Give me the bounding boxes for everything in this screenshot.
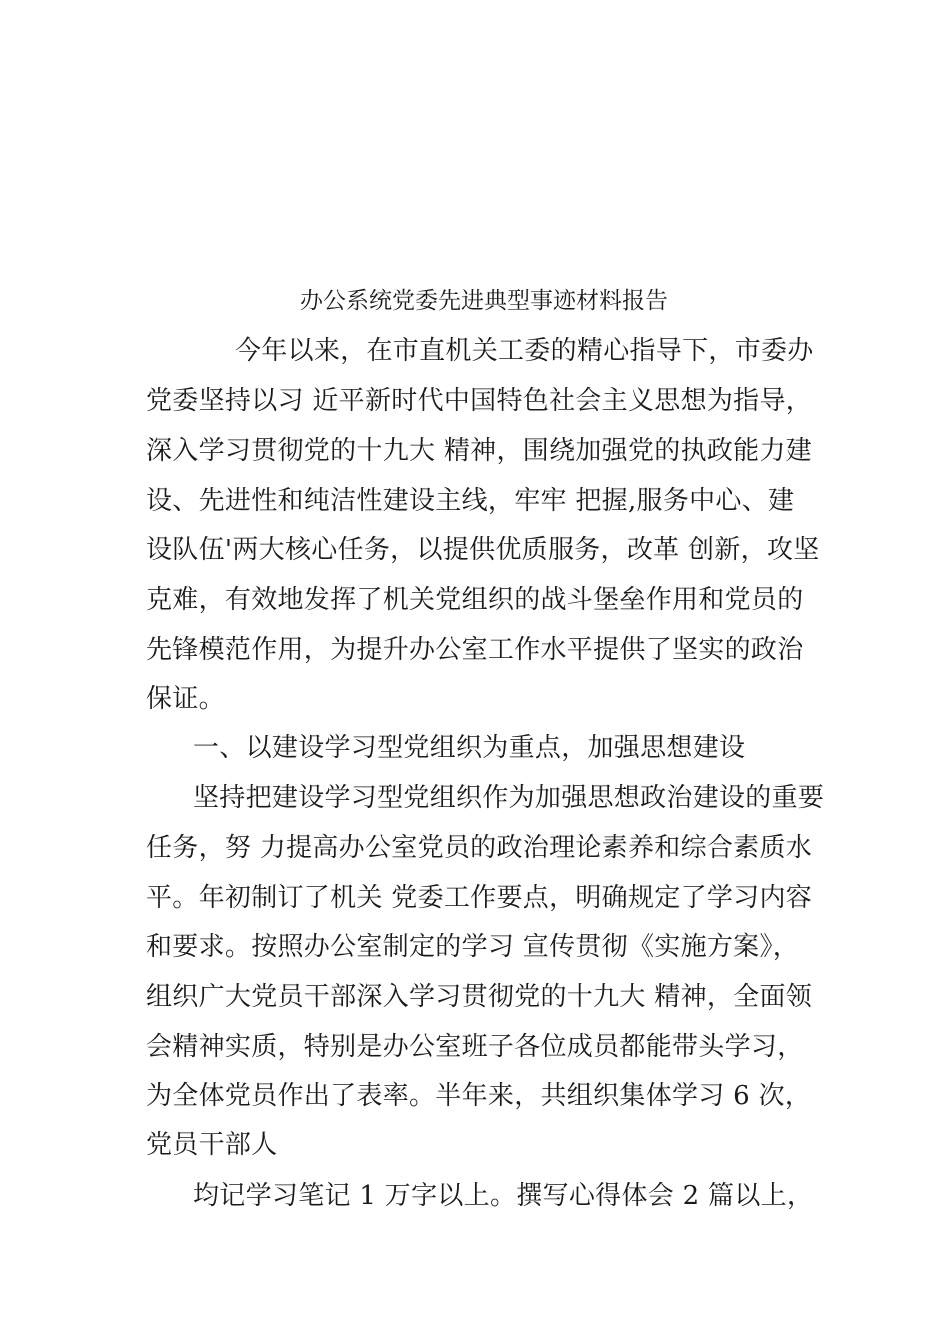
paragraph-line: 保证。 (146, 684, 225, 714)
paragraph-line: 党委坚持以习 近平新时代中国特色社会主义思想为指导， (146, 386, 813, 416)
paragraph-line: 坚持把建设学习型党组织作为加强思想政治建设的重要 (193, 783, 825, 813)
paragraph-line: 先锋模范作用，为提升办公室工作水平提供了坚实的政治 (146, 635, 804, 665)
paragraph-line: 党员干部人 (146, 1130, 278, 1160)
paragraph-line: 会精神实质，特别是办公室班子各位成员都能带头学习， (146, 1032, 804, 1062)
paragraph-line: 今年以来，在市直机关工委的精心指导下，市委办 (235, 336, 814, 366)
paragraph-line: 任务，努 力提高办公室党员的政治理论素养和综合素质水 (146, 833, 813, 863)
paragraph-line: 深入学习贯彻党的十九大 精神，围绕加强党的执政能力建 (146, 436, 813, 466)
paragraph-line: 克难，有效地发挥了机关党组织的战斗堡垒作用和党员的 (146, 585, 804, 615)
paragraph-line: 为全体党员作出了表率。半年来，共组织集体学习 6 次， (146, 1081, 812, 1111)
section-heading: 一、以建设学习型党组织为重点，加强思想建设 (193, 733, 746, 763)
paragraph-line: 平。年初制订了机关 党委工作要点，明确规定了学习内容 (146, 883, 813, 913)
paragraph-line: 均记学习笔记 1 万字以上。撰写心得体会 2 篇以上， (193, 1181, 814, 1211)
paragraph-line: 组织广大党员干部深入学习贯彻党的十九大 精神，全面领 (146, 982, 813, 1012)
paragraph-line: 设、先进性和纯洁性建设主线，牢牢 把握,服务中心、建 (146, 486, 795, 516)
paragraph-line: 和要求。按照办公室制定的学习 宣传贯彻《实施方案》， (146, 932, 800, 962)
document-title: 办公系统党委先进典型事迹材料报告 (300, 288, 668, 314)
paragraph-line: 设队伍'两大核心任务，以提供优质服务，改革 创新，攻坚 (146, 535, 820, 565)
